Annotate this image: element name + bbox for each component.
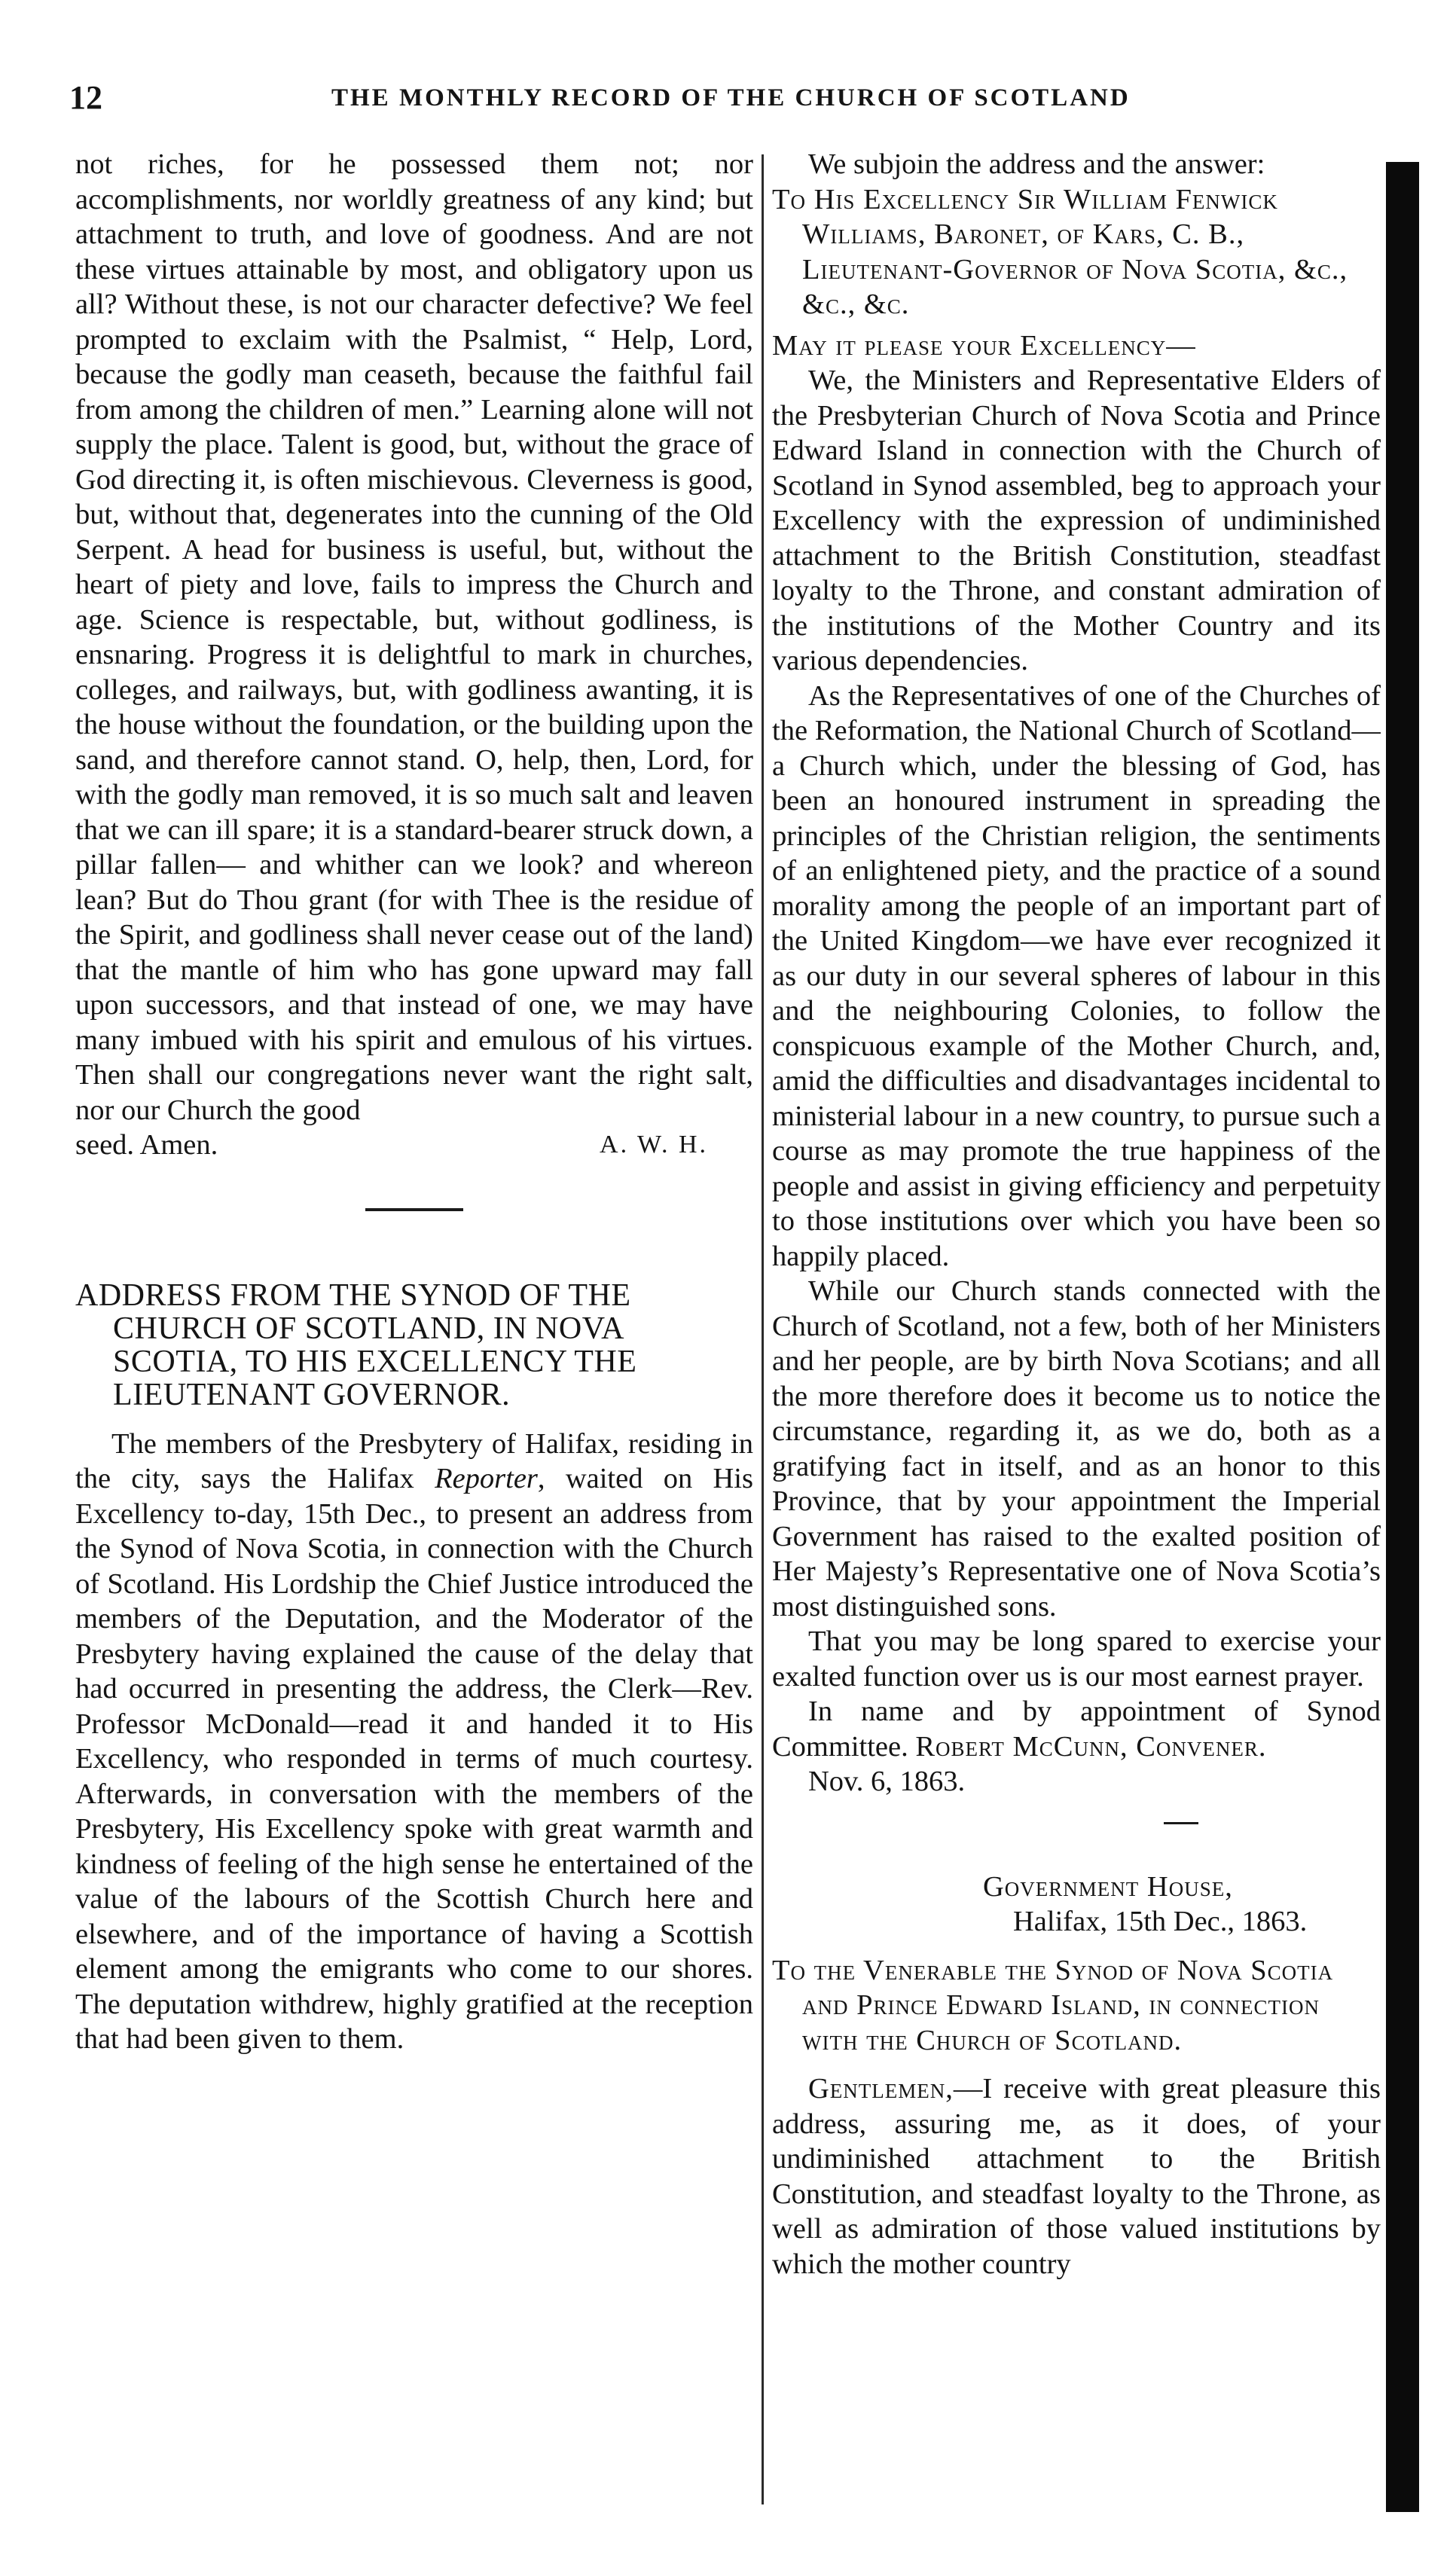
continued-text: not riches, for he possessed them not; nor accomplishments, nor worldly greatness of any kind; but attachment to truth, and love of goodness. And are not these virtues attainable by most, and obligatory upon us all? Without these, is not our character defective? We feel prompted to exclaim with the Psalmist, “ Help, Lord, because the godly man ceaseth, because the faithful fail from among the children of men.” Learning alone will not supply the place. Talent is good, but, without the grace of God directing it, is often mischievous. Cleverness is good, but, without that, degenerates into the cunning of the Old Serpent. A head for business is useful, but, without the heart of piety and love, fails to impress the Church and age. Science is respectable, but, without godliness, is ensnaring. Progress it is delightful to mark in churches, colleges, and railways, but, with godliness awanting, it is the house without the foundation, or the building upon the sand, and therefore cannot stand. O, help, then, Lord, for with the godly man removed, it is so much salt and leaven that we can ill spare; it is a standard-bearer struck down, a pillar fallen— and whither can we look? and whereon lean? But do Thou grant (for with Thee is the residue of the Spirit, and godliness shall never cease out of the land) that the mantle of him who has gone upward may fall upon successors, and that instead of one, we may have many imbued with his spirit and emulous of his virtues. Then shall our congregations never want the right salt, nor our Church the good bbox=[75, 148, 753, 1126]
page-number: 12 bbox=[69, 79, 102, 116]
reply-text: —I receive with great pleasure this address, assuring me, as it does, of your undiminished attachment to the British Constitution, and steadfast loyalty to the Throne, as well as admiration of those valued institutions by which the mother country bbox=[772, 2073, 1381, 2280]
address-paragraph-2: As the Representatives of one of the Churches of the Reformation, the National Church of Scotland—a Church which, under the blessing of God, has been an honoured instrument in spreading the principles of the Christian religion, the sentiments of an enlightened piety, and the practice of a sound morality among the people of an important part of the United Kingdom—we have ever recognized it as our duty in our several spheres of labour in this and the neighbouring Colonies, to follow the conspicuous example of the Mother Church, and, amid the difficulties and disadvantages incidental to ministerial labour in a new country, to pursue such a course as may promote the true happiness of the people and assist in giving efficiency and perpetuity to those institutions over which you have been so happily placed. bbox=[772, 679, 1381, 1272]
address-paragraph-4: That you may be long spared to exercise your exalted function over us is our most earnest prayer. bbox=[772, 1625, 1381, 1693]
address-salutation: May it please your Excellency— bbox=[772, 329, 1196, 362]
reply-body bbox=[772, 2071, 1381, 2282]
signatory-name: Robert McCunn, Convener. bbox=[915, 1730, 1267, 1763]
article-text-2: , waited on His Excellency to-day, 15th Dec., to present an address from the Synod of Nova Scotia, in connection with the Church of Scotland. His Lordship the Chief Justice introduced the members of the Deputation, and the Moderator of the Presbytery having explained the cause of the delay that had occurred in presenting the address, the Clerk—Rev. Professor McDonald—read it and handed it to His Excellency, who responded in terms of much courtesy. Afterwards, in conversation with the members of the Presbytery, His Excellency spoke with great warmth and kindness of feeling of the high sense he entertained of the value of the labours of the Scottish Church here and elsewhere, and of the importance of having a Scottish element among the emigrants who come to our shores. The deputation withdrew, highly gratified at the reception that had been given to them. bbox=[75, 1463, 753, 2055]
appointment-text: In name and by appointment of Synod Committee. bbox=[772, 1696, 1381, 1763]
section-divider bbox=[365, 1208, 463, 1211]
running-head: THE MONTHLY RECORD OF THE CHURCH OF SCOTLAND bbox=[331, 84, 1131, 111]
closing-text: seed. Amen. bbox=[75, 1129, 218, 1161]
column-rule bbox=[762, 154, 764, 2504]
address-paragraph-1: We, the Ministers and Representative Elders of the Presbyterian Church of Nova Scotia and Prince Edward Island in connection with the Church of Scotland in Synod assembled, beg to approach your Excellency with the expression of undiminished attachment to the British Constitution, steadfast loyalty to the Throne, and constant admiration of the institutions of the Mother Country and its various dependencies. bbox=[772, 365, 1381, 676]
address-intro: We subjoin the address and the answer: bbox=[808, 148, 1265, 180]
closing-line bbox=[75, 1128, 753, 1163]
address-recipient: To His Excellency Sir William Fenwick Williams, Baronet, of Kars, C. B., Lieutenant-Governor of Nova Scotia, &c., &c., &c. bbox=[772, 183, 1348, 320]
right-column bbox=[772, 147, 1381, 2520]
reply-recipient: To the Venerable the Synod of Nova Scotia and Prince Edward Island, in connection with the Church of Scotland. bbox=[772, 1954, 1334, 2056]
article-text-1: The members of the Presbytery of Halifax, residing in the city, says the Halifax bbox=[75, 1427, 753, 1494]
reporter-name: Reporter bbox=[435, 1463, 538, 1494]
address-date: Nov. 6, 1863. bbox=[808, 1766, 966, 1797]
address-paragraph-3: While our Church stands connected with the Church of Scotland, not a few, both of her Ministers and her people, are by birth Nova Scotians; and all the more therefore does it become us to notice the circumstance, regarding it, as we do, both as a gratifying fact in itself, and as an honor to this Province, that by your appointment the Imperial Government has raised to the exalted position of Her Majesty’s Representative one of Nova Scotia’s most distinguished sons. bbox=[772, 1275, 1381, 1622]
article-body bbox=[75, 1427, 753, 2057]
short-divider bbox=[1164, 1822, 1198, 1824]
left-column bbox=[75, 147, 753, 2057]
article-title: ADDRESS FROM THE SYNOD OF THE CHURCH OF SCOTLAND, IN NOVA SCOTIA, TO HIS EXCELLENCY THE LIEUTENANT GOVERNOR. bbox=[75, 1277, 637, 1412]
appointment-line bbox=[772, 1694, 1381, 1764]
scan-edge-shadow bbox=[1386, 162, 1419, 2512]
reply-date: Halifax, 15th Dec., 1863. bbox=[1013, 1906, 1308, 1937]
government-house: Government House, bbox=[983, 1870, 1233, 1903]
author-signature: A. W. H. bbox=[600, 1131, 708, 1158]
reply-salutation: Gentlemen, bbox=[808, 2073, 954, 2105]
